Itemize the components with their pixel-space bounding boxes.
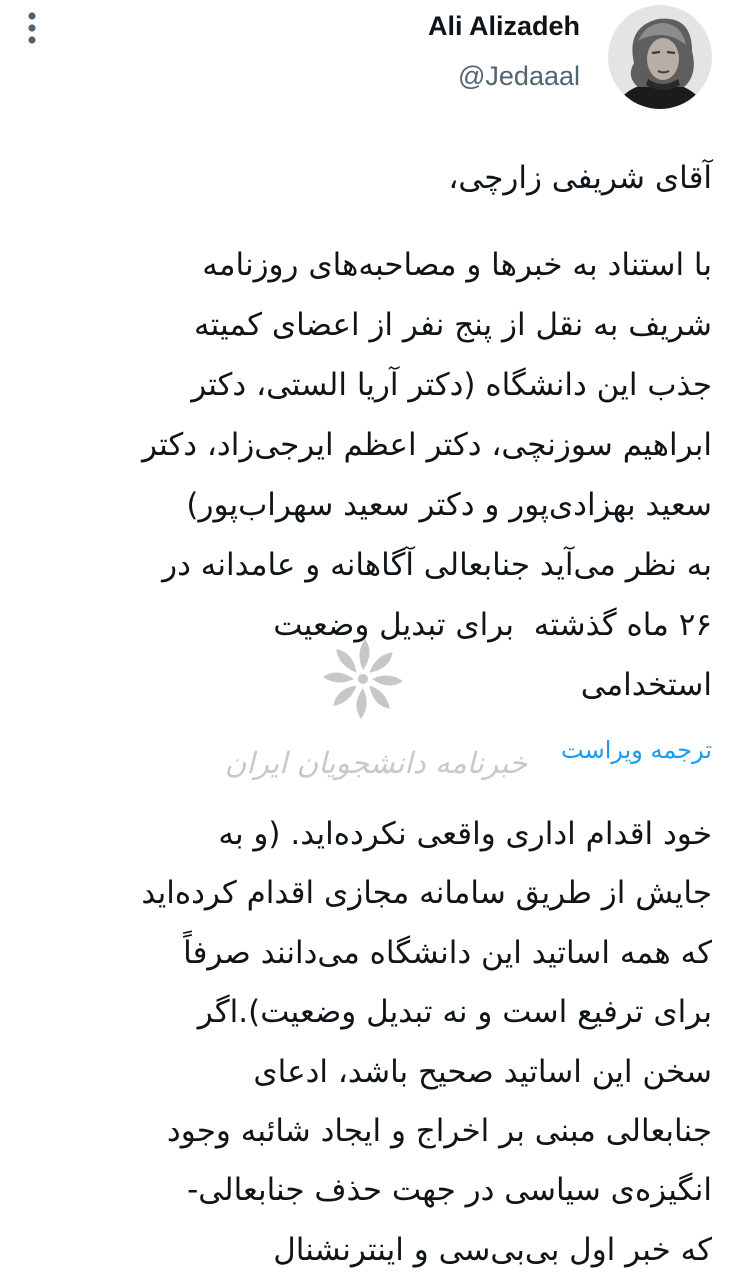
avatar[interactable] bbox=[608, 5, 712, 109]
tweet-text-line: به نظر می‌آید جنابعالی آگاهانه و عامدانه در bbox=[162, 547, 712, 583]
translate-post-link[interactable]: ترجمه ویراست bbox=[561, 736, 712, 764]
tweet-text-line: جذب این دانشگاه (دکتر آریا الستی، دکتر bbox=[191, 367, 712, 403]
more-vertical-icon bbox=[26, 11, 38, 45]
user-avatar-icon bbox=[608, 5, 712, 109]
tweet-text-line: سخن این اساتید صحیح باشد، ادعای bbox=[253, 1053, 712, 1090]
tweet-paragraph-1 bbox=[40, 235, 712, 715]
tweet-text-line: خود اقدام اداری واقعی نکرده‌اید. (و به bbox=[218, 816, 712, 852]
watermark-text: خبرنامه دانشجویان ایران bbox=[224, 746, 528, 780]
tweet-text-line: سعید بهزادی‌پور و دکتر سعید سهراب‌پور) bbox=[186, 487, 712, 523]
author-name[interactable]: Ali Alizadeh bbox=[427, 11, 580, 41]
tweet-text-line: انگیزه‌ی سیاسی در جهت حذف جنابعالی- bbox=[187, 1172, 712, 1209]
tweet-text-line: برای ترفیع است و نه تبدیل وضعیت).اگر bbox=[197, 994, 712, 1031]
tweet-text-line: جایش از طریق سامانه مجازی اقدام کرده‌اید bbox=[141, 875, 712, 912]
tweet-paragraph-2 bbox=[40, 805, 712, 1280]
tweet-greeting: آقای شریفی زارچی، bbox=[448, 160, 712, 196]
tweet-text-line: با استناد به خبرها و مصاحبه‌های روزنامه bbox=[202, 247, 712, 283]
tweet-text-line: ابراهیم سوزنچی، دکتر اعظم ایرجی‌زاد، دکتر bbox=[142, 427, 712, 463]
tweet-greeting-block bbox=[40, 148, 712, 208]
tweet-text-line: ۲۶ ماه گذشته برای تبدیل وضعیت bbox=[273, 607, 712, 643]
tweet-text-line: که خبر اول بی‌بی‌سی و اینترنشنال bbox=[273, 1231, 712, 1268]
tweet-text-line: جنابعالی مبنی بر اخراج و ایجاد شائبه وجود bbox=[166, 1112, 712, 1149]
tweet-text-line: شریف به نقل از پنج نفر از اعضای کمیته bbox=[194, 307, 712, 343]
more-options-button[interactable] bbox=[16, 8, 48, 48]
tweet-text-line: که همه اساتید این دانشگاه می‌دانند صرفاً bbox=[183, 934, 712, 971]
tweet-text-line: استخدامی bbox=[580, 667, 712, 703]
author-handle[interactable]: @Jedaaal bbox=[458, 61, 580, 91]
